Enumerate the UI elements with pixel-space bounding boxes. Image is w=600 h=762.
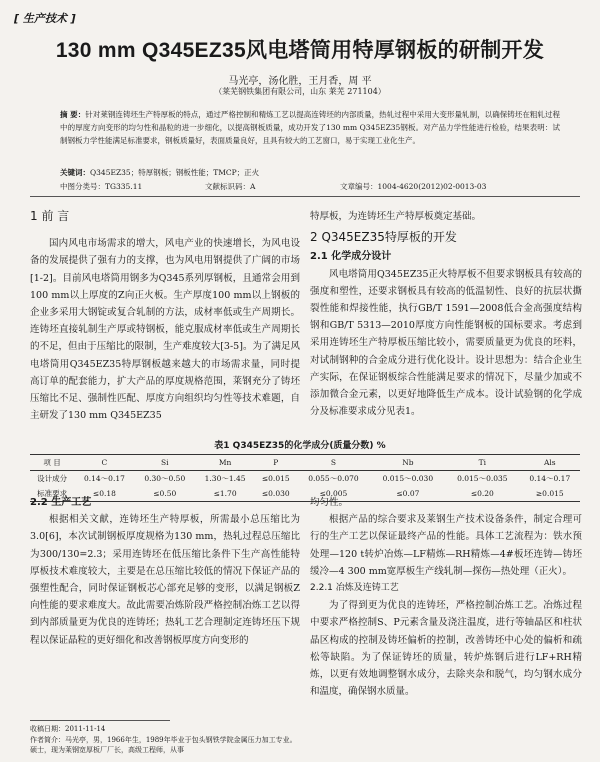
- keywords-label: 关键词：: [60, 168, 90, 177]
- section-2-2-1-paragraph: 为了得到更为优良的连铸坯，严格控制冶炼工艺。冶炼过程中要求严格控制S、P元素含量及浇注温度，进行等轴晶区和柱状晶区构成的控制及铸坯偏析的控制，改善铸坯中心处的偏析和疏松等缺陷。为了保证铸坯的质量，转炉炼钢后进行LF+RH精炼，以更有效地调整钢水成分，去除夹杂和脱气，均匀钢水成分和温度，确保钢水质量。: [310, 600, 582, 698]
- table-header-cell: Nb: [371, 455, 445, 471]
- table-cell: ≤0.07: [396, 489, 420, 498]
- section-2-1-paragraph: 风电塔筒用Q345EZ35正火特厚板不但要求钢板具有较高的强度和塑性，还要求钢板具有较高的低温韧性、良好的抗层状撕裂性能和焊接性能，执行GB/T 1591—2008低合金高强度结构钢和GB/T 5313—2010厚度方向性能钢板的国标要求。考虑到采用连铸坯生产特厚板压缩比较小，需要质量更为优良的坯料，对试制钢种的合金成分进行优化设计。设计思想为：结合企业生产实际，在保证钢板综合性能满足要求的情况下，尽量少加或不添加微合金元素，以更好地降低生产成本。设计试验钢的化学成分及标准要求成分见表1。: [310, 268, 582, 418]
- left-column-lower: [30, 494, 300, 649]
- header-divider: [30, 196, 580, 197]
- footnote-author-bio: 作者简介：马光亭，男，1966年生，1989年毕业于包头钢铁学院金属压力加工专业。硕士，现为莱钢宽厚板厂厂长，高级工程师，从事: [30, 736, 297, 754]
- affiliation: （莱芜钢铁集团有限公司，山东 莱芜 271104）: [214, 87, 386, 96]
- table-cell: 0.14～0.17: [83, 474, 125, 483]
- authors: 马光亭，汤化胜，王月香，周 平: [228, 76, 372, 87]
- section-2-2-paragraph: 根据相关文献，连铸坯生产特厚板，所需最小总压缩比为3.0[6]，本次试制钢板厚度规格为130 mm，热轧过程总压缩比为300/130=2.3；采用连铸坯在低压缩比条件下生产高性能特厚板技术难度较大，主要是在总压缩比较低的情况下保证产品的强塑性配合，同时保证钢板芯心部充足够的变形，以满足钢板Z向性能的要求难度大。故此需要冶炼阶段严格控制冶炼工艺以得到内部质量更为优良的连铸坯；热轧工艺合理制定连铸坯压下规程以保证晶粒的更好细化和改善钢板厚度方向变形的: [30, 514, 300, 646]
- section-2-2-paragraph-2: 根据产品的综合要求及莱钢生产技术设备条件，制定合理可行的生产工艺以保证最终产品的性能。具体工艺流程为：铁水预处理—120 t转炉冶炼—LF精炼—RH精炼—4#板坯连铸—铸坯缓冷—4 300 mm宽厚板生产线轧制—探伤—热处理（正火）。: [310, 514, 582, 577]
- table-cell: ≤0.005: [319, 489, 348, 498]
- table-row: [30, 471, 580, 487]
- section-1-heading: 1 前 言: [30, 209, 70, 223]
- table-cell: 1.30～1.45: [204, 474, 246, 483]
- table-header-cell: Si: [135, 455, 195, 471]
- article-number: 文章编号：1004-4620(2012)02-0013-03: [340, 182, 487, 191]
- table-1-caption: 表1 Q345EZ35的化学成分(质量分数) %: [214, 441, 386, 451]
- table-header-cell: Mn: [195, 455, 255, 471]
- left-column-upper: [30, 208, 300, 424]
- table-cell: ≤0.50: [153, 489, 177, 498]
- section-2-2-continuation: 均匀性。: [310, 497, 349, 508]
- table-cell: 设计成分: [37, 474, 68, 483]
- keywords-text: Q345EZ35；特厚钢板；钢板性能；TMCP；正火: [90, 168, 260, 177]
- abstract-label: 摘 要：: [60, 110, 86, 119]
- table-cell: 0.055～0.070: [308, 474, 359, 483]
- table-cell: 0.14～0.17: [529, 474, 571, 483]
- table-cell: 0.30～0.50: [144, 474, 186, 483]
- table-cell: ≤0.015: [261, 474, 290, 483]
- table-cell: ≥0.015: [535, 489, 564, 498]
- right-column-upper: [310, 208, 582, 420]
- table-header-row: [30, 455, 580, 471]
- table-cell: 0.015～0.035: [457, 474, 508, 483]
- table-cell: ≤0.20: [470, 489, 494, 498]
- table-cell: ≤1.70: [213, 489, 237, 498]
- table-header-cell: 项 目: [30, 455, 74, 471]
- section-2-1-heading: 2.1 化学成分设计: [310, 251, 392, 263]
- section-1-continuation: 特厚板，为连铸坯生产特厚板奠定基础。: [310, 211, 482, 222]
- table-header-cell: P: [255, 455, 296, 471]
- table-cell: ≤0.18: [92, 489, 116, 498]
- right-column-lower: [310, 494, 582, 700]
- table-cell: 0.015～0.030: [382, 474, 434, 483]
- table-header-cell: Ti: [445, 455, 519, 471]
- table-cell: ≤0.030: [261, 489, 290, 498]
- section-1-paragraph: 国内风电市场需求的增大，风电产业的快速增长，为风电设备的发展提供了强有力的支撑，也为风电用钢提供了广阔的市场[1-2]。目前风电塔筒用钢多为Q345系列厚钢板，且通常会用到100 mm以上厚度的Z向正火板。生产厚度100 mm以上钢板的企业多采用大钢锭或复合轧制的方法，成材率低或生产周期长。连铸坯直接轧制生产厚或特钢板，能克服成材率低或生产周期长的不足，但由于压缩比的限制，生产难度较大[3-5]。为了满足风电塔筒用Q345EZ35特厚钢板越来越大的市场需求量，同时提高订单的配套能力，扩大产品的厚度规格范围，莱钢充分了铸坯压缩比不足、强制性匹配、厚度方向组织均匀性等技术难题，自主研发了130 mm Q345EZ35: [30, 238, 300, 422]
- document-code: 文献标识码：A: [205, 182, 256, 191]
- clc-number: 中图分类号：TG335.11: [60, 182, 143, 191]
- abstract-text: 针对莱钢连铸坯生产特厚板的特点，通过严格控制和精炼工艺以提高连铸坯的内部质量，热轧过程中采用大变形量轧制，以确保铸坯在粗轧过程中的厚度方向变形的均匀性和晶粒的进一步细化，以提高钢板质量，成功开发了130 mm Q345EZ35钢板。对产品力学性能进行检验，结果表明：试制钢板力学性能满足标准要求，钢板质量好，表面质量良好，且具有较大的工艺窗口，易于实现工业化生产。: [60, 110, 560, 145]
- table-header-cell: Als: [520, 455, 580, 471]
- section-2-2-1-heading: 2.2.1 冶炼及连铸工艺: [310, 583, 399, 594]
- footnote-divider: [30, 720, 170, 721]
- section-2-heading: 2 Q345EZ35特厚板的开发: [310, 230, 457, 245]
- section-2-2-heading: 2.2 生产工艺: [30, 497, 92, 508]
- section-tag: [ 生产技术 ]: [14, 12, 76, 25]
- paper-title: 130 mm Q345EZ35风电塔筒用特厚钢板的研制开发: [55, 39, 545, 62]
- table-header-cell: C: [74, 455, 134, 471]
- keywords: [60, 167, 560, 178]
- abstract: [60, 108, 560, 147]
- table-cell: 标准要求: [37, 489, 68, 498]
- table-header-cell: S: [296, 455, 370, 471]
- footnote-received: 收稿日期：2011-11-14: [30, 725, 106, 733]
